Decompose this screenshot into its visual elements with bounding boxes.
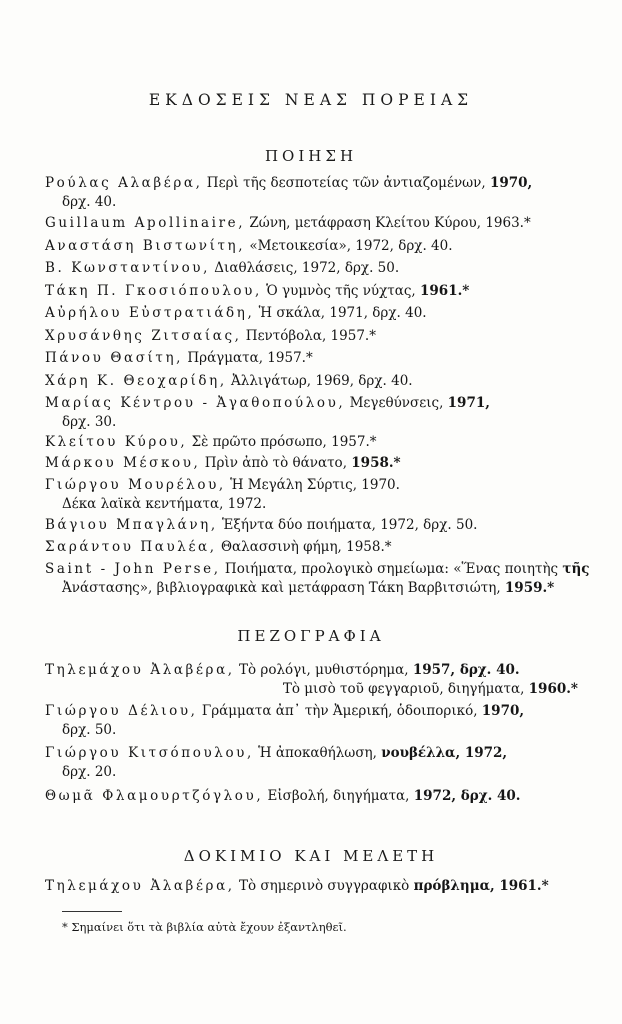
entry-title: Ποιήματα, προλογικὸ σημείωμα: «Ἕνας ποιητὴς	[220, 561, 563, 577]
entry-author: Saint - John Perse,	[45, 561, 221, 577]
entry-author: Αὐρήλου Εὐστρατιάδη,	[45, 305, 255, 321]
bibliography-entry	[45, 238, 585, 255]
entry-title: δρχ. 50.	[62, 722, 117, 738]
entry-author: Μαρίας Κέντρου - Ἀγαθοπούλου,	[45, 395, 346, 411]
bibliography-entry	[45, 175, 585, 192]
bibliography-entry	[45, 350, 585, 367]
page-title: ΕΚΔΟΣΕΙΣ ΝΕΑΣ ΠΟΡΕΙΑΣ	[148, 91, 474, 109]
entry-author: Β. Κωνσταντίνου,	[45, 260, 211, 276]
entry-title: Τὸ ρολόγι, μυθιστόρημα,	[234, 662, 413, 678]
section-heading-essay: ΔΟΚΙΜΙΟ ΚΑΙ ΜΕΛΕΤΗ	[183, 847, 439, 865]
footnote-divider	[62, 911, 122, 912]
entry-author: Βάγιου Μπαγλάνη,	[45, 517, 218, 533]
entry-author: Γιώργου Μουρέλου,	[45, 477, 226, 493]
entry-title: Μεγεθύνσεις,	[345, 395, 448, 411]
entry-author: Κλείτου Κύρου,	[45, 434, 188, 450]
entry-title: Σὲ πρῶτο πρόσωπο, 1957.*	[187, 434, 377, 450]
entry-title: Ζώνη, μετάφραση Κλείτου Κύρου, 1963.*	[245, 215, 531, 231]
entry-title: Ἡ ἀποκαθήλωση,	[253, 745, 382, 761]
entry-title: Ἑξήντα δύο ποιήματα, 1972, δρχ. 50.	[217, 517, 478, 533]
entry-title: Ἡ Μεγάλη Σύρτις, 1970.	[225, 477, 400, 493]
bibliography-entry	[45, 662, 585, 679]
bibliography-entry	[45, 455, 585, 472]
footnote: * Σημαίνει ὅτι τὰ βιβλία αὐτὰ ἔχουν ἐξαντληθεῖ.	[62, 920, 347, 934]
entry-author: Χάρη Κ. Θεοχαρίδη,	[45, 373, 227, 389]
bibliography-entry	[45, 703, 585, 720]
entry-title: Περὶ τῆς δεσποτείας τῶν ἀντιαζομένων,	[202, 175, 490, 191]
bibliography-entry	[62, 764, 602, 781]
section-heading-poetry: ΠΟΙΗΣΗ	[264, 147, 358, 165]
bibliography-entry	[45, 305, 585, 322]
entry-title: δρχ. 20.	[62, 764, 117, 780]
bibliography-entry	[45, 561, 590, 578]
entry-title: Τὸ μισὸ τοῦ φεγγαριοῦ, διηγήματα,	[282, 681, 529, 697]
bibliography-entry	[45, 539, 585, 556]
entry-author: Πάνου Θασίτη,	[45, 350, 184, 366]
bibliography-entry	[45, 434, 585, 451]
bibliography-entry	[45, 788, 585, 805]
bibliography-entry	[45, 395, 585, 412]
entry-author: Θωμᾶ Φλαμουρτζόγλου,	[45, 788, 264, 804]
entry-title: Διαθλάσεις, 1972, δρχ. 50.	[210, 260, 400, 276]
entry-details: τῆς	[562, 561, 590, 577]
entry-title: δρχ. 40.	[62, 194, 117, 210]
entry-details: 1957, δρχ. 40.	[412, 662, 520, 678]
bibliography-entry	[45, 283, 585, 300]
entry-details: 1959.*	[504, 580, 555, 596]
bibliography-entry	[62, 414, 602, 431]
bibliography-entry	[45, 260, 585, 277]
entry-title: Γράμματα ἀπ᾽ τὴν Ἀμερική, ὁδοιπορικό,	[197, 703, 482, 719]
entry-author: Σαράντου Παυλέα,	[45, 539, 217, 555]
bibliography-entry	[283, 681, 578, 698]
entry-title: Πράγματα, 1957.*	[183, 350, 313, 366]
entry-title: «Μετοικεσία», 1972, δρχ. 40.	[245, 238, 453, 254]
entry-details: 1971,	[447, 395, 490, 411]
entry-author: Τηλεμάχου Ἀλαβέρα,	[45, 662, 235, 678]
entry-title: Ἀνάστασης», βιβλιογραφικὰ καὶ μετάφραση Τάκη Βαρβιτσιώτη,	[62, 580, 505, 596]
entry-details: 1958.*	[351, 455, 401, 471]
entry-author: Guillaum Apollinaire,	[45, 215, 246, 231]
bibliography-entry	[45, 328, 585, 345]
entry-title: δρχ. 30.	[62, 414, 117, 430]
entry-details: νουβέλλα, 1972,	[381, 745, 508, 761]
entry-details: 1970,	[489, 175, 533, 191]
entry-author: Χρυσάνθης Ζιτσαίας,	[45, 328, 242, 344]
entry-title: Θαλασσινὴ φήμη, 1958.*	[216, 539, 392, 555]
entry-author: Γιώργου Κιτσόπουλου,	[45, 745, 254, 761]
section-heading-prose: ΠΕΖΟΓΡΑΦΙΑ	[237, 627, 385, 645]
bibliography-entry	[45, 477, 585, 494]
entry-title: Εἰσβολή, διηγήματα,	[263, 788, 414, 804]
entry-details: 1960.*	[528, 681, 578, 697]
bibliography-entry	[45, 373, 585, 390]
entry-details: 1961.*	[420, 283, 470, 299]
bibliography-entry	[62, 580, 602, 597]
entry-title: Πρὶν ἀπὸ τὸ θάνατο,	[200, 455, 352, 471]
bibliography-entry	[45, 745, 585, 762]
entry-title: Δέκα λαϊκὰ κεντήματα, 1972.	[62, 496, 267, 512]
entry-details: πρόβλημα, 1961.*	[413, 878, 549, 894]
entry-title: Τὸ σημερινὸ συγγραφικὸ	[234, 878, 414, 894]
entry-author: Μάρκου Μέσκου,	[45, 455, 201, 471]
entry-author: Τηλεμάχου Ἀλαβέρα,	[45, 878, 235, 894]
entry-author: Αναστάση Βιστωνίτη,	[45, 238, 246, 254]
entry-details: 1972, δρχ. 40.	[413, 788, 521, 804]
bibliography-entry	[62, 194, 602, 211]
entry-author: Τάκη Π. Γκοσιόπουλου,	[45, 283, 262, 299]
bibliography-entry	[45, 878, 585, 895]
entry-title: Ὁ γυμνὸς τῆς νύχτας,	[261, 283, 421, 299]
bibliography-entry	[45, 517, 585, 534]
bibliography-entry	[62, 496, 602, 513]
entry-author: Ρούλας Αλαβέρα,	[45, 175, 203, 191]
entry-title: Πεντόβολα, 1957.*	[241, 328, 376, 344]
bibliography-entry	[45, 215, 585, 232]
bibliography-entry	[62, 722, 602, 739]
entry-details: 1970,	[481, 703, 525, 719]
entry-title: Ἡ σκάλα, 1971, δρχ. 40.	[254, 305, 427, 321]
entry-author: Γιώργου Δέλιου,	[45, 703, 198, 719]
entry-title: Ἀλλιγάτωρ, 1969, δρχ. 40.	[226, 373, 413, 389]
